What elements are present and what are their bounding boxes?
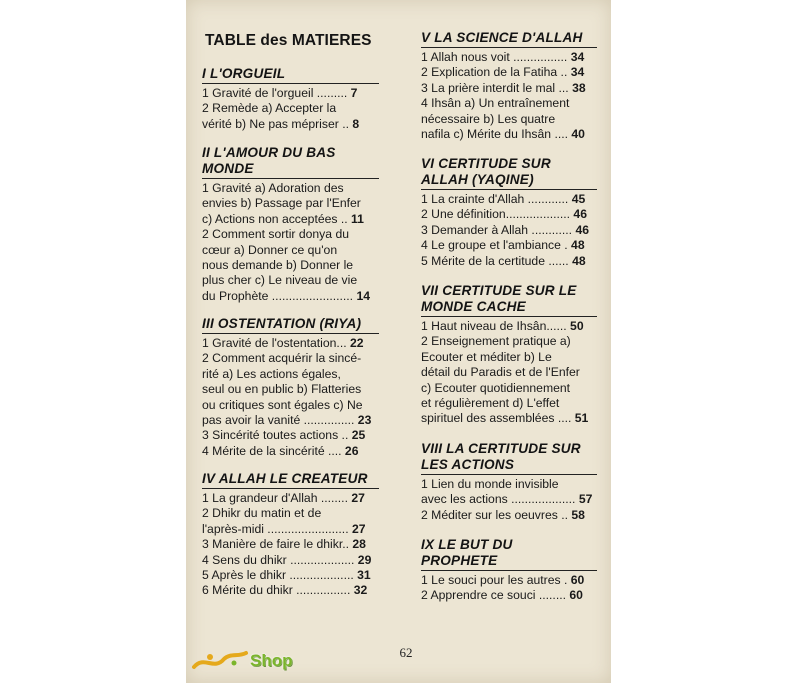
section-title-line: MONDE CACHE: [421, 299, 526, 314]
toc-section: [421, 156, 597, 269]
toc-entry-line: envies b) Passage par l'Enfer: [202, 196, 361, 211]
toc-section: [202, 316, 379, 459]
toc-entry-line: nécessaire b) Les quatre: [421, 111, 556, 126]
toc-entry-line: 2 Explication de la Fatiha .. 34: [421, 65, 585, 80]
toc-entry-line: 5 Mérite de la certitude ...... 48: [421, 253, 586, 268]
toc-entry[interactable]: [202, 101, 379, 132]
toc-section: [202, 145, 379, 304]
section-title: [202, 471, 379, 487]
toc-entry-line: 1 Haut niveau de Ihsân...... 50: [421, 319, 584, 333]
toc-entry-line: rité a) Les actions égales,: [202, 366, 341, 381]
section-title-line: LES ACTIONS: [421, 457, 515, 472]
section-rule: [202, 488, 379, 489]
toc-entry-page-number: 40: [568, 127, 585, 142]
toc-entry[interactable]: [421, 50, 597, 65]
toc-entry-line: 1 Gravité de l'ostentation... 22: [202, 336, 364, 350]
toc-entry-line: 2 Comment acquérir la sincé-: [202, 351, 362, 366]
toc-entry-line: ou critiques sont égales c) Ne: [202, 397, 363, 412]
toc-entry-page-number: 32: [350, 583, 368, 598]
section-rule: [421, 474, 597, 475]
toc-entry-line: Ecouter et méditer b) Le: [421, 349, 552, 364]
toc-entry[interactable]: [202, 553, 379, 568]
toc-section: [421, 283, 597, 427]
toc-entry[interactable]: [421, 588, 597, 603]
toc-entry-page-number: 57: [575, 492, 593, 507]
toc-entry[interactable]: [421, 319, 597, 334]
section-title-line: MONDE: [202, 161, 254, 176]
toc-entry[interactable]: [421, 254, 597, 269]
toc-entry-line: 3 Sincérité toutes actions .. 25: [202, 428, 366, 443]
section-title: [202, 66, 379, 82]
toc-entry-line: 2 Une définition................... 46: [421, 207, 587, 222]
toc-entry-line: 2 Apprendre ce souci ........ 60: [421, 588, 583, 603]
section-title: [421, 537, 597, 569]
toc-entry-line: seul ou en public b) Flatteries: [202, 382, 362, 397]
toc-entry-line: plus cher c) Le niveau de vie: [202, 273, 358, 288]
section-title-line: ALLAH (YAQINE): [421, 172, 534, 187]
toc-entry[interactable]: [421, 573, 597, 588]
toc-entry-page-number: 45: [568, 192, 586, 206]
toc-entry-page-number: 23: [354, 413, 372, 428]
toc-entry-line: du Prophète ........................ 14: [202, 288, 371, 303]
toc-entry-page-number: 46: [570, 207, 587, 222]
toc-entry-page-number: 26: [341, 443, 359, 458]
toc-entry-page-number: 29: [354, 552, 372, 567]
toc-entry-line: c) Ecouter quotidiennement: [421, 380, 571, 395]
toc-entry-line: 1 La grandeur d'Allah ........ 27: [202, 491, 365, 505]
toc-entry-page-number: 28: [349, 537, 366, 552]
toc-entry-line: 1 La crainte d'Allah ............ 45: [421, 192, 586, 206]
toc-section: [421, 537, 597, 604]
toc-entry-page-number: 46: [572, 222, 590, 237]
section-rule: [202, 178, 379, 179]
toc-entry[interactable]: [421, 81, 597, 96]
toc-entry[interactable]: [202, 86, 379, 101]
section-title-line: PROPHETE: [421, 553, 498, 568]
section-title: [421, 283, 597, 315]
toc-entry-line: et régulièrement d) L'effet: [421, 396, 560, 411]
toc-entry-line: avec les actions ................... 57: [421, 492, 593, 507]
toc-section: [202, 471, 379, 599]
toc-entry-page-number: 58: [568, 507, 585, 522]
toc-entry[interactable]: [421, 334, 597, 426]
toc-entry-page-number: 7: [347, 86, 358, 100]
toc-entry-line: 4 Sens du dhikr ................... 29: [202, 552, 372, 567]
toc-entry-page-number: 14: [353, 288, 371, 303]
section-title-line: I L'ORGUEIL: [202, 66, 286, 81]
toc-entry-line: 4 Mérite de la sincérité .... 26: [202, 443, 359, 458]
toc-entry[interactable]: [421, 508, 597, 523]
toc-entry-line: 1 Le souci pour les autres . 60: [421, 573, 585, 587]
toc-entry-page-number: 27: [348, 521, 366, 536]
shop-logo: [190, 645, 310, 679]
toc-entry[interactable]: [421, 207, 597, 222]
logo-text: Shop: [250, 651, 293, 670]
toc-entry-line: nous demande b) Donner le: [202, 258, 354, 273]
toc-entry-line: 3 La prière interdit le mal ... 38: [421, 80, 586, 95]
section-title-line: IX LE BUT DU: [421, 537, 513, 552]
toc-entry[interactable]: [202, 181, 379, 227]
section-title: [421, 156, 597, 188]
section-rule: [202, 333, 379, 334]
toc-entry-line: pas avoir la vanité ............... 23: [202, 413, 372, 428]
toc-entry-line: 2 Méditer sur les oeuvres .. 58: [421, 507, 585, 522]
section-title: [202, 145, 379, 177]
toc-entry-page-number: 48: [567, 238, 585, 253]
toc-entry-page-number: 31: [353, 568, 371, 583]
toc-entry-line: 3 Demander à Allah ............ 46: [421, 222, 590, 237]
toc-entry-line: 4 Le groupe et l'ambiance . 48: [421, 238, 585, 253]
toc-entry[interactable]: [202, 491, 379, 506]
toc-entry-page-number: 48: [568, 253, 586, 268]
toc-entry-page-number: 50: [566, 319, 584, 333]
toc-entry-page-number: 34: [567, 50, 585, 64]
toc-entry-page-number: 27: [347, 491, 365, 505]
toc-entry-page-number: 22: [346, 336, 364, 350]
toc-entry-page-number: 8: [348, 116, 360, 131]
toc-entry[interactable]: [421, 65, 597, 80]
toc-entry-page-number: 51: [571, 411, 589, 426]
toc-entry[interactable]: [202, 336, 379, 351]
book-page: [186, 0, 611, 683]
toc-entry-line: 2 Dhikr du matin et de: [202, 506, 322, 521]
section-rule: [202, 83, 379, 84]
toc-entry-line: 1 Allah nous voit ................ 34: [421, 50, 585, 64]
toc-entry-page-number: 25: [348, 428, 366, 443]
section-rule: [421, 47, 597, 48]
toc-title: TABLE des MATIERES: [205, 32, 372, 49]
section-rule: [421, 189, 597, 190]
toc-entry[interactable]: [421, 238, 597, 253]
toc-section: [421, 441, 597, 523]
toc-entry-line: l'après-midi ........................ 27: [202, 521, 366, 536]
toc-entry-line: vérité b) Ne pas mépriser .. 8: [202, 116, 360, 131]
toc-entry-line: 1 Lien du monde invisible: [421, 477, 559, 491]
toc-entry-line: 2 Remède a) Accepter la: [202, 101, 337, 116]
toc-entry-page-number: 60: [567, 573, 585, 587]
toc-entry[interactable]: [202, 428, 379, 443]
section-rule: [421, 570, 597, 571]
toc-entry[interactable]: [202, 444, 379, 459]
toc-entry[interactable]: [202, 568, 379, 583]
toc-entry-page-number: 60: [565, 588, 583, 603]
toc-entry-line: détail du Paradis et de l'Enfer: [421, 365, 580, 380]
section-title: [421, 30, 597, 46]
toc-entry[interactable]: [421, 223, 597, 238]
toc-entry[interactable]: [202, 351, 379, 428]
toc-entry-line: 3 Manière de faire le dhikr.. 28: [202, 537, 366, 552]
toc-entry[interactable]: [421, 477, 597, 508]
toc-entry-page-number: 11: [347, 211, 364, 226]
toc-entry-line: spirituel des assemblées .... 51: [421, 411, 589, 426]
toc-entry-line: 6 Mérite du dhikr ................ 32: [202, 583, 368, 598]
toc-entry[interactable]: [202, 583, 379, 598]
toc-entry-line: 4 Ihsân a) Un entraînement: [421, 96, 570, 111]
toc-entry-line: 2 Comment sortir donya du: [202, 227, 349, 242]
section-rule: [421, 316, 597, 317]
toc-entry-page-number: 34: [567, 65, 585, 80]
swoosh-icon: [190, 645, 250, 679]
section-title-line: VII CERTITUDE SUR LE: [421, 283, 577, 298]
toc-entry-line: cœur a) Donner ce qu'on: [202, 242, 338, 257]
section-title-line: VIII LA CERTITUDE SUR: [421, 441, 581, 456]
toc-entry-line: 1 Gravité a) Adoration des: [202, 181, 344, 195]
toc-section: [202, 66, 379, 132]
section-title-line: IV ALLAH LE CREATEUR: [202, 471, 368, 486]
section-title: [421, 441, 597, 473]
toc-entry-line: 2 Enseignement pratique a): [421, 334, 571, 349]
toc-entry-page-number: 38: [568, 80, 586, 95]
section-title-line: VI CERTITUDE SUR: [421, 156, 551, 171]
section-title-line: II L'AMOUR DU BAS: [202, 145, 336, 160]
toc-entry[interactable]: [421, 192, 597, 207]
toc-entry[interactable]: [202, 227, 379, 304]
toc-entry-line: nafila c) Mérite du Ihsân .... 40: [421, 127, 585, 142]
toc-entry[interactable]: [202, 506, 379, 537]
toc-entry-line: 5 Après le dhikr ................... 31: [202, 568, 371, 583]
page-number: 62: [399, 645, 413, 660]
toc-entry[interactable]: [202, 537, 379, 552]
section-title-line: III OSTENTATION (RIYA): [202, 316, 362, 331]
section-title: [202, 316, 379, 332]
toc-entry[interactable]: [421, 96, 597, 142]
section-title-line: V LA SCIENCE D'ALLAH: [421, 30, 583, 45]
toc-section: [421, 30, 597, 142]
toc-entry-line: 1 Gravité de l'orgueil ......... 7: [202, 86, 358, 100]
toc-entry-line: c) Actions non acceptées .. 11: [202, 211, 364, 226]
